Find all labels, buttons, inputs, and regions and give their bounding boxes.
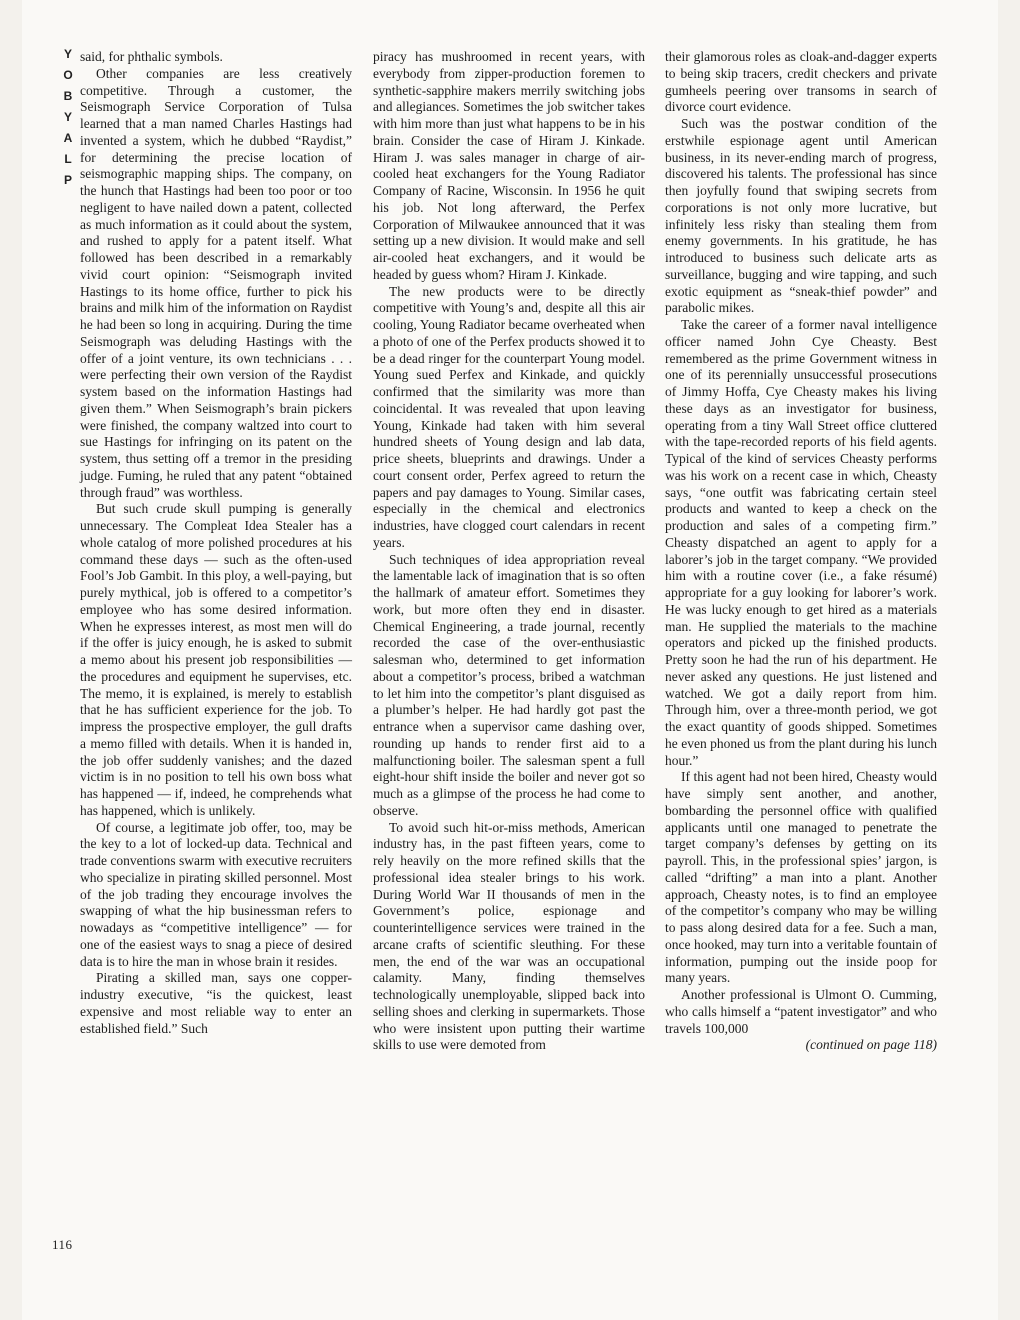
masthead-letter: P [63,173,72,187]
column-3 [665,49,937,1054]
masthead-vertical [60,44,76,191]
masthead-letter: A [63,131,73,145]
paragraph: The new products were to be directly competitive with Young’s and, despite all this air cooling, Young Radiator became overheated when a photo of one of the Perfex products showed it to be a dead ringer for the counterpart Young model. Young sued Perfex and Kinkade, and quickly confirmed that the similarity was more than coincidental. It was revealed that upon leaving Young, Kinkade had taken with him several hundred sheets of Young design and lab data, price sheets, blueprints and drawings. Under a court consent order, Perfex agreed to return the papers and pay damages to Young. Similar cases, especially in the chemical and electronics industries, have clogged court calendars in recent years. [373,283,645,550]
masthead-letter: B [63,89,73,103]
column-1 [80,49,352,1037]
paragraph: Other companies are less creatively competitive. Through a customer, the Seismograph Service Corporation of Tulsa learned that a man named Charles Hastings had invented a system, which he dubbed “Raydist,” for determining the precise location of seismographic mapping ships. The company, on the hunch that Hastings had been too poor or too negligent to have nailed down a patent, collected as much information as it could about the system, and rushed to apply for a patent itself. What followed has been described in a remarkably vivid court opinion: “Seismograph invited Hastings to its home office, further to pick his brains and milk him of the information on Raydist he had been so long in acquiring. During the time Seismograph was deluding Hastings with the offer of a joint venture, its own technicians . . . were perfecting their own version of the Raydist system based on the information Hastings had given them.” When Seismograph’s brain pickers were finished, the company waltzed into court to sue Hastings for infringing on its patent on the system, thus setting off a tremor in the presiding judge. Fuming, he ruled that any patent “obtained through fraud” was worthless. [80,65,352,500]
paragraph: But such crude skull pumping is generally unnecessary. The Compleat Idea Stealer has a whole catalog of more polished procedures at his command these days — such as the often-used Fool’s Job Gambit. In this ploy, a well-paying, but purely mythical, job is offered to a competitor’s employee who has some desired information. When he expresses interest, as most men will do if the offer is juicy enough, he is asked to submit a memo about his present job responsibilities — the procedures and equipment he supervises, etc. The memo, it is explained, is merely to establish that he has sufficient experience for the job. To impress the prospective employer, the gull drafts a memo filled with details. When it is handed in, the job offer suddenly vanishes; and the dazed victim is in no position to tell his own boss what has happened — if, indeed, he comprehends what has happened, which is unlikely. [80,501,352,818]
continued-note: (continued on page 118) [805,1037,937,1053]
paragraph: Pirating a skilled man, says one copper-industry executive, “is the quickest, least expensive and most reliable way to enter an established field.” Such [80,970,352,1036]
paragraph: Such techniques of idea appropriation reveal the lamentable lack of imagination that is so often the hallmark of amateur effort. Sometimes they work, but more often they end in disaster. Chemical Engineering, a trade journal, recently recorded the case of the over-enthusiastic salesman who, determined to get information about a competitor’s process, bribed a watchman to let him into the competitor’s plant disguised as a plumber’s helper. He had hardly got past the entrance when a supervisor came dashing over, rounding up hands to render first aid to a malfunctioning boiler. The salesman spent a full eight-hour shift inside the boiler and never got so much as a glimpse of the process he had come to observe. [373,551,645,818]
masthead-letter: O [63,68,73,82]
paragraph: said, for phthalic symbols. [80,49,223,64]
paragraph: To avoid such hit-or-miss methods, American industry has, in the past fifteen years, come to rely heavily on the more refined skills that the professional idea stealer brings to his work. During World War II thousands of men in the Government’s police, espionage and counterintelligence services were trained in the arcane crafts of scientific sleuthing. For these men, the end of the war was an occupational calamity. Many, finding themselves technologically unemployable, slipped back into selling shoes and clerking in supermarkets. Those who were insistent upon putting their wartime skills to use were demoted from [373,819,645,1053]
paragraph: Take the career of a former naval intelligence officer named John Cye Cheasty. Best remembered as the prime Government witness in one of its perennially unsuccessful prosecutions of Jimmy Hoffa, Cye Cheasty makes his living these days as an investigator for business, operating from a tiny Wall Street office cluttered with the tape-recorded reports of his field agents. Typical of the kind of services Cheasty performs was his work on a recent case in which, Cheasty says, “one outfit was fabricating certain steel products and wanted to keep a check on the production and sales of a competing firm.” Cheasty dispatched an agent to apply for a laborer’s job in the target company. “We provided him with a routine cover (i.e., a fake résumé) appropriate for a guy looking for laborer’s work. He was lucky enough to get hired as a materials man. He supplied the materials to the machine operators and picked up the finished products. Pretty soon he had the run of his department. He never asked any questions. He just listened and watched. We got a daily report from him. Through him, over a three-month period, we got the exact quantity of goods shipped. Sometimes he even phoned us from the plant during his lunch hour.” [665,317,937,768]
paragraph: piracy has mushroomed in recent years, with everybody from zipper-production foremen to synthetic-sapphire makers merrily switching jobs and allegiances. Sometimes the job switcher takes with him more than just what happens to be in his brain. Consider the case of Hiram J. Kinkade. Hiram J. was sales manager in charge of air-cooled heat exchangers for the Young Radiator Company of Racine, Wisconsin. In 1956 he quit his job. Not long afterward, the Perfex Corporation of Milwaukee announced that it was setting up a new division. It would make and sell air-cooled heat exchangers, and it would be headed by guess whom? Hiram J. Kinkade. [373,49,645,282]
paragraph: Such was the postwar condition of the erstwhile espionage agent until American business, in its never-ending march of progress, discovered his talents. The professional has since then joyfully found that swiping secrets from corporations is not only more lucrative, but infinitely less risky than stealing them from enemy governments. In his gratitude, he has introduced to business such delicate arts as surveillance, bugging and wire tapping, and such exotic equipment as “sneak-thief powder” and parabolic mikes. [665,116,937,316]
column-2 [373,49,645,1054]
paragraph: If this agent had not been hired, Cheasty would have simply sent another, and another, bombarding the personnel office with qualified applicants until one managed to penetrate the target company’s defenses by getting on its payroll. This, in the professional spies’ jargon, is called “drifting” a man into a plant. Another approach, Cheasty notes, is to find an employee of the competitor’s company who may be willing to pass along desired data for a fee. Such a man, once hooked, may turn into a veritable fountain of information, pumping out the inside poop for many years. [665,769,937,986]
paragraph: Another professional is Ulmont O. Cumming, who calls himself a “patent investigator” and who travels 100,000 [665,987,937,1036]
masthead-letter: Y [63,47,72,61]
paragraph: their glamorous roles as cloak-and-dagger experts to being skip tracers, credit checkers and private gumheels peering over transoms in search of divorce court evidence. [665,49,937,115]
masthead-letter: L [64,152,72,166]
paragraph: Of course, a legitimate job offer, too, may be the key to a lot of locked-up data. Technical and trade conventions swarm with executive recruiters who specialize in pirating skilled personnel. Most of the job trading they encourage involves the swapping of what the hip businessman refers to nowadays as “competitive intelligence” — for one of the easiest ways to snag a piece of desired data is to hire the man in whose brain it resides. [80,819,352,969]
masthead-letter: Y [63,110,72,124]
page-number: 116 [52,1237,73,1252]
